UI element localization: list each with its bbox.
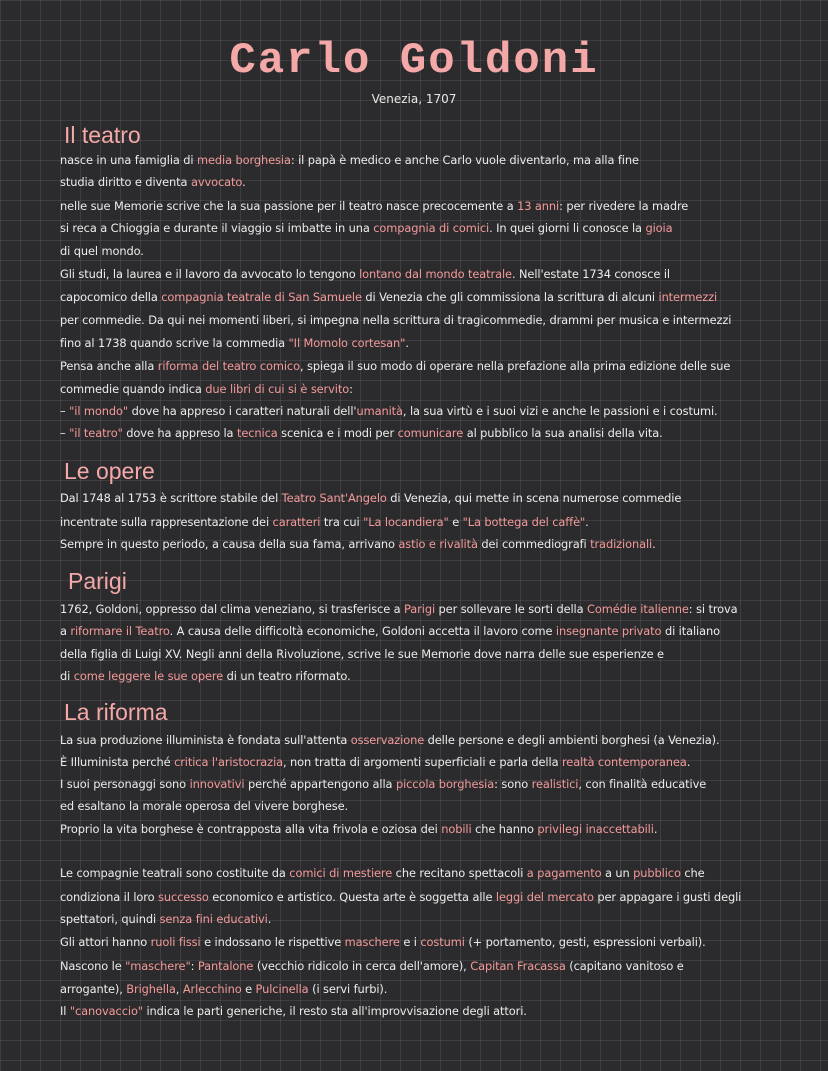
text-segment: ed esaltano la morale operosa del vivere borghese. (60, 799, 349, 813)
highlighted-text: leggi del mercato (495, 890, 594, 904)
text-segment: Pensa anche alla (60, 359, 158, 373)
note-line (60, 359, 730, 373)
highlighted-text: come leggere le sue opere (73, 669, 224, 683)
text-segment: della figlia di Luigi XV. Negli anni della Rivoluzione, scrive le sue Memorie dove narra delle sue esperienze e (60, 647, 664, 661)
text-segment: , spiega il suo modo di operare nella prefazione alla prima edizione delle sue (299, 359, 731, 373)
highlighted-text: due libri di cui si è servito (205, 382, 350, 396)
note-line (60, 515, 589, 529)
text-segment: È Illuminista perché (60, 755, 175, 769)
text-segment: (capitano vanitoso e (565, 959, 684, 973)
highlighted-text: tecnica (236, 426, 278, 440)
highlighted-text: comici di mestiere (289, 866, 393, 880)
text-segment: . (686, 755, 691, 769)
highlighted-text: osservazione (350, 733, 425, 747)
note-line (60, 912, 271, 926)
highlighted-text: "canovaccio" (69, 1004, 143, 1018)
highlighted-text: "Il Momolo cortesan" (288, 336, 406, 350)
highlighted-text: lontano dal mondo teatrale (359, 267, 512, 281)
highlighted-text: insegnante privato (555, 624, 662, 638)
highlighted-text: innovativi (189, 777, 245, 791)
text-segment: che (680, 866, 705, 880)
text-segment: : (349, 382, 353, 396)
text-segment: Le compagnie teatrali sono costituite da (60, 866, 290, 880)
text-segment: delle persone e degli ambienti borghesi (a Venezia). (424, 733, 720, 747)
note-line (60, 647, 664, 661)
note-line (60, 537, 656, 551)
text-segment: indica le parti generiche, il resto sta all'improvvisazione degli attori. (142, 1004, 527, 1018)
note-line (60, 733, 720, 747)
text-segment: condiziona il loro (60, 890, 158, 904)
note-line (60, 382, 353, 396)
text-segment: commedie quando indica (60, 382, 206, 396)
text-segment: perché appartengono alla (244, 777, 396, 791)
note-line (60, 336, 409, 350)
note-line (60, 959, 684, 973)
note-line (60, 313, 731, 327)
note-line (60, 890, 741, 904)
highlighted-text: "La locandiera" (363, 515, 449, 529)
highlighted-text: Pulcinella (255, 982, 309, 996)
note-line (60, 982, 387, 996)
text-segment: di Venezia, qui mette in scena numerose commedie (386, 491, 682, 505)
section-heading: Le opere (64, 458, 155, 484)
highlighted-text: tradizionali (590, 537, 653, 551)
highlighted-text: caratteri (272, 515, 321, 529)
text-segment: . Nell'estate 1734 conosce il (511, 267, 670, 281)
note-line (60, 426, 663, 440)
text-segment: che recitano spettacoli (392, 866, 527, 880)
highlighted-text: nobili (441, 822, 472, 836)
text-segment: di quel mondo. (60, 244, 144, 258)
highlighted-text: successo (158, 890, 209, 904)
highlighted-text: a pagamento (526, 866, 602, 880)
note-line (60, 199, 688, 213)
note-line (60, 755, 690, 769)
text-segment: . (652, 537, 656, 551)
highlighted-text: umanità (356, 404, 403, 418)
note-line (60, 290, 717, 304)
highlighted-text: "La bottega del caffè" (462, 515, 586, 529)
note-line (60, 935, 706, 949)
highlighted-text: compagnia di comici (373, 221, 490, 235)
text-segment: , la sua virtù e i suoi vizi e anche le passioni e i costumi. (402, 404, 718, 418)
text-segment: per appagare i gusti degli (593, 890, 742, 904)
highlighted-text: privilegi inaccettabili (537, 822, 654, 836)
text-segment: . (653, 822, 658, 836)
highlighted-text: intermezzi (658, 290, 718, 304)
text-segment: di un teatro riformato. (223, 669, 351, 683)
text-segment: Gli attori hanno (60, 935, 151, 949)
text-segment: per sollevare le sorti della (435, 602, 588, 616)
text-segment: nasce in una famiglia di (60, 153, 197, 167)
text-segment: La sua produzione illuminista è fondata sull'attenta (60, 733, 351, 747)
text-segment: : (190, 959, 198, 973)
text-segment: Sempre in questo periodo, a causa della sua fama, arrivano (60, 537, 399, 551)
text-segment: . A causa delle difficoltà economiche, Goldoni accetta il lavoro come (169, 624, 556, 638)
highlighted-text: 13 anni (517, 199, 560, 213)
text-segment: Gli studi, la laurea e il lavoro da avvocato lo tengono (60, 267, 360, 281)
text-segment: nelle sue Memorie scrive che la sua passione per il teatro nasce precocemente a (60, 199, 518, 213)
text-segment: . (267, 912, 272, 926)
text-segment: . (405, 336, 409, 350)
text-segment: – (60, 426, 70, 440)
text-segment: spettatori, quindi (60, 912, 160, 926)
highlighted-text: Teatro Sant'Angelo (281, 491, 387, 505)
text-segment: : per rivedere la madre (559, 199, 689, 213)
note-line (60, 669, 351, 683)
text-segment: Proprio la vita borghese è contrapposta alla vita frivola e oziosa dei (60, 822, 442, 836)
text-segment: scenica e i modi per (277, 426, 398, 440)
highlighted-text: realtà contemporanea (561, 755, 687, 769)
note-line (60, 404, 718, 418)
note-line (60, 799, 348, 813)
text-segment: studia diritto e diventa (60, 175, 191, 189)
text-segment: arrogante), (60, 982, 127, 996)
highlighted-text: compagnia teatrale di San Samuele (161, 290, 362, 304)
highlighted-text: ruoli fissi (150, 935, 201, 949)
note-line (60, 1004, 527, 1018)
text-segment: incentrate sulla rappresentazione dei (60, 515, 273, 529)
text-segment: si reca a Chioggia e durante il viaggio si imbatte in una (60, 221, 374, 235)
text-segment: . (585, 515, 589, 529)
text-segment: – (60, 404, 70, 418)
highlighted-text: Capitan Fracassa (470, 959, 566, 973)
highlighted-text: piccola borghesia (395, 777, 495, 791)
text-segment: (+ portamento, gesti, espressioni verbali). (464, 935, 706, 949)
highlighted-text: pubblico (633, 866, 681, 880)
text-segment: . (242, 175, 246, 189)
text-segment: , con finalità educative (578, 777, 707, 791)
text-segment: e (241, 982, 256, 996)
text-segment: dei commediografi (477, 537, 591, 551)
page-title: Carlo Goldoni (229, 36, 599, 86)
note-line (60, 866, 705, 880)
highlighted-text: Comédie italienne (587, 602, 689, 616)
text-segment: 1762, Goldoni, oppresso dal clima veneziano, si trasferisce a (60, 602, 405, 616)
text-segment: di (60, 669, 74, 683)
text-segment: Il (60, 1004, 70, 1018)
text-segment: : si trova (688, 602, 738, 616)
section-heading: La riforma (64, 699, 168, 725)
highlighted-text: astio e rivalità (398, 537, 478, 551)
highlighted-text: critica l'aristocrazia (174, 755, 284, 769)
text-segment: Dal 1748 al 1753 è scrittore stabile del (60, 491, 282, 505)
highlighted-text: avvocato (190, 175, 243, 189)
note-line (60, 221, 672, 235)
highlighted-text: Arlecchino (182, 982, 242, 996)
highlighted-text: senza fini educativi (159, 912, 268, 926)
text-segment: Nascono le (60, 959, 126, 973)
text-segment: capocomico della (60, 290, 162, 304)
text-segment: al pubblico la sua analisi della vita. (463, 426, 663, 440)
text-segment: tra cui (320, 515, 364, 529)
highlighted-text: Pantalone (197, 959, 254, 973)
highlighted-text: costumi (420, 935, 465, 949)
text-segment: : il papà è medico e anche Carlo vuole diventarlo, ma alla fine (290, 153, 639, 167)
text-segment: I suoi personaggi sono (60, 777, 190, 791)
text-segment: economico e artistico. Questa arte è soggetta alle (208, 890, 496, 904)
note-line (60, 175, 246, 189)
highlighted-text: riforma del teatro comico (157, 359, 300, 373)
section-heading: Il teatro (64, 122, 141, 148)
highlighted-text: "maschere" (125, 959, 191, 973)
text-segment: : sono (494, 777, 532, 791)
text-segment: di italiano (661, 624, 720, 638)
note-line (60, 153, 639, 167)
text-segment: , non tratta di argomenti superficiali e parla della (283, 755, 562, 769)
highlighted-text: Parigi (404, 602, 436, 616)
highlighted-text: "il teatro" (69, 426, 123, 440)
text-segment: e indossano le rispettive (200, 935, 345, 949)
note-line (60, 602, 738, 616)
highlighted-text: "il mondo" (69, 404, 129, 418)
text-segment: dove ha appreso la (122, 426, 237, 440)
note-line (60, 822, 657, 836)
text-segment: a un (601, 866, 634, 880)
text-segment: per commedie. Da qui nei momenti liberi, si impegna nella scrittura di tragicommedie, drammi per musica e intermezzi (60, 313, 732, 327)
page-subtitle: Venezia, 1707 (371, 92, 457, 106)
highlighted-text: maschere (344, 935, 400, 949)
note-line (60, 777, 706, 791)
text-segment: a (60, 624, 71, 638)
highlighted-text: riformare il Teatro (70, 624, 170, 638)
note-line (60, 244, 144, 258)
text-segment: e i (399, 935, 421, 949)
text-segment: di Venezia che gli commissiona la scrittura di alcuni (361, 290, 659, 304)
text-segment: dove ha appreso i caratteri naturali dell' (128, 404, 357, 418)
text-segment: che hanno (471, 822, 538, 836)
note-line (60, 267, 670, 281)
note-line (60, 624, 720, 638)
highlighted-text: Brighella (126, 982, 176, 996)
text-segment: e (448, 515, 463, 529)
text-segment: , (175, 982, 183, 996)
text-segment: (vecchio ridicolo in cerca dell'amore), (253, 959, 471, 973)
text-segment: (i servi furbi). (308, 982, 388, 996)
section-heading: Parigi (68, 568, 127, 594)
text-segment: . In quei giorni li conosce la (489, 221, 646, 235)
highlighted-text: comunicare (397, 426, 464, 440)
highlighted-text: gioia (645, 221, 673, 235)
text-segment: fino al 1738 quando scrive la commedia (60, 336, 289, 350)
note-line (60, 491, 681, 505)
highlighted-text: media borghesia (197, 153, 291, 167)
highlighted-text: realistici (531, 777, 579, 791)
